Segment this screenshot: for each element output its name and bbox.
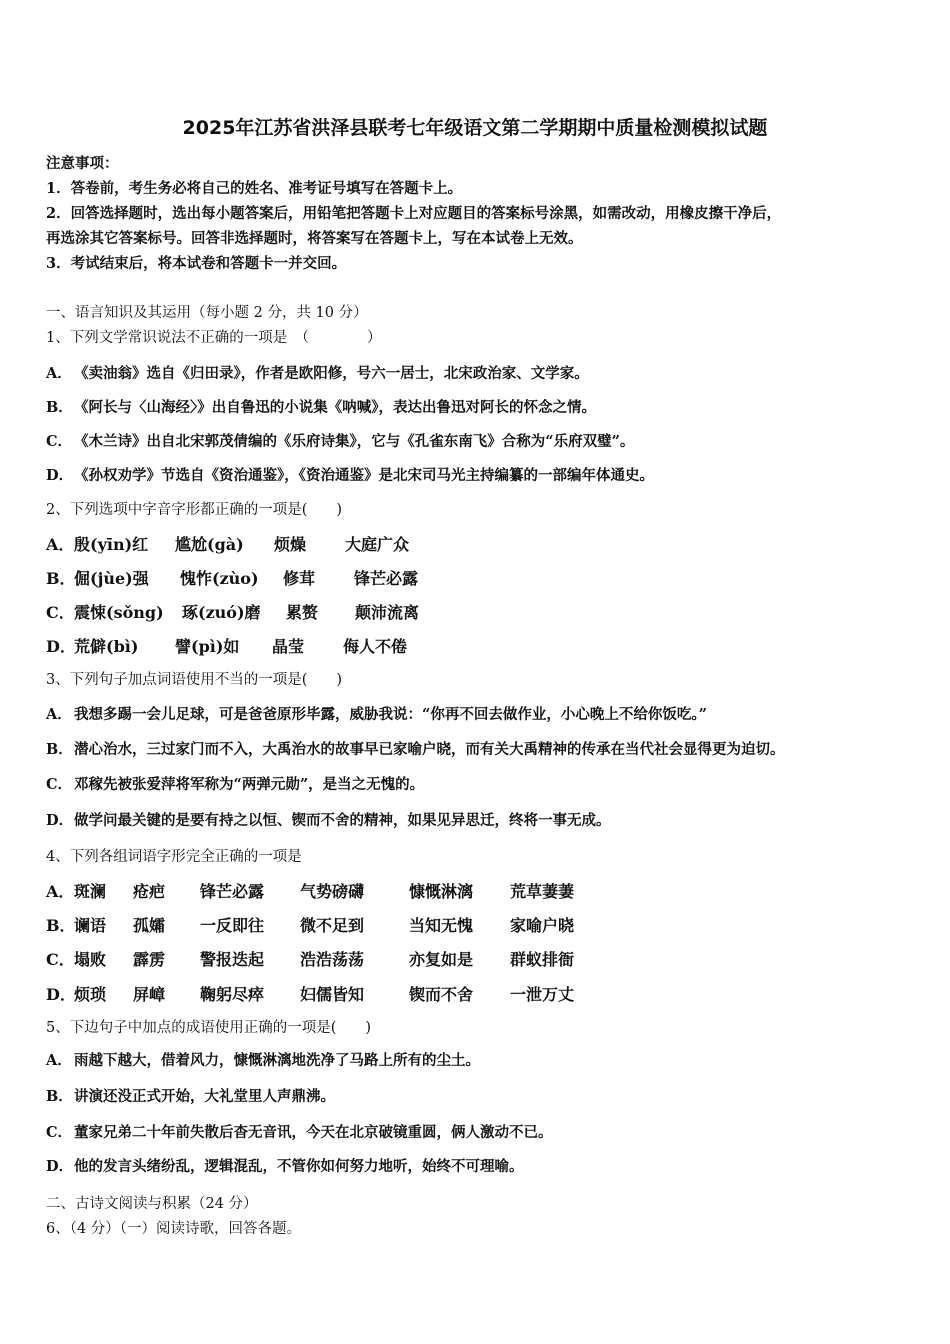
option-word: 譬(pì)如 <box>175 637 240 656</box>
option-word: 屏嶂 <box>133 985 166 1004</box>
option-text: 《阿长与〈山海经〉》出自鲁迅的小说集《呐喊》，表达出鲁迅对阿长的怀念之情。 <box>74 399 596 416</box>
option-line <box>46 1049 480 1070</box>
page-title: 2025年江苏省洪泽县联考七年级语文第二学期期中质量检测模拟试题 <box>182 117 768 139</box>
option-word: 琢(zuó)磨 <box>182 603 261 622</box>
option-word: 晶莹 <box>272 637 305 656</box>
option-word: 群蚁排衙 <box>510 950 575 969</box>
option-word: 愧怍(zùo) <box>180 569 259 588</box>
option-word: 谰语 <box>74 916 107 935</box>
note-item: 3．考试结束后，将本试卷和答题卡一并交回。 <box>46 255 347 272</box>
option-letter: D． <box>46 1158 74 1175</box>
option-text: 讲演还没正式开始，大礼堂里人声鼎沸。 <box>74 1088 335 1105</box>
option-word: 微不足到 <box>300 916 365 935</box>
option-text: 他的发言头绪纷乱，逻辑混乱，不管你如何努力地听，始终不可理喻。 <box>74 1158 524 1175</box>
question-stem: 2、下列选项中字音字形都正确的一项是( ) <box>46 502 343 518</box>
option-letter: A． <box>46 706 72 723</box>
notes-header: 注意事项： <box>46 155 119 172</box>
option-word: 倔(jùe)强 <box>74 569 149 588</box>
option-word: 警报迭起 <box>200 950 265 969</box>
option-line <box>46 362 589 383</box>
option-line <box>46 464 654 485</box>
note-item: 2．回答选择题时，选出每小题答案后，用铅笔把答题卡上对应题目的答案标号涂黑，如需改动，用橡皮擦干净后， <box>46 205 782 222</box>
option-line <box>46 703 707 724</box>
option-letter: C． <box>46 950 75 969</box>
option-word: 侮人不倦 <box>343 637 408 656</box>
option-word: 当知无愧 <box>409 916 474 935</box>
option-letter: B． <box>46 399 73 416</box>
option-word: 修茸 <box>283 569 316 588</box>
option-letter: B． <box>46 569 76 588</box>
option-line <box>46 1155 524 1176</box>
option-letter: D． <box>46 637 76 656</box>
option-letter: C． <box>46 776 73 793</box>
option-letter: C． <box>46 433 73 450</box>
option-text: 做学问最关键的是要有持之以恒、锲而不舍的精神，如果见异思迁，终将一事无成。 <box>74 812 611 829</box>
option-letter: A． <box>46 1052 72 1069</box>
option-word: 浩浩荡荡 <box>300 950 365 969</box>
option-text: 潜心治水，三过家门而不入，大禹治水的故事早已家喻户晓，而有关大禹精神的传承在当代社会显得更为迫切。 <box>74 741 785 758</box>
option-letter: B． <box>46 1088 73 1105</box>
option-word: 烦燥 <box>274 535 307 554</box>
note-item: 再选涂其它答案标号。回答非选择题时，将答案写在答题卡上，写在本试卷上无效。 <box>46 230 583 247</box>
question-stem: 6、（4 分）（一）阅读诗歌，回答各题。 <box>46 1221 302 1237</box>
option-word: 尴尬(gà) <box>175 535 244 554</box>
option-word: 斑澜 <box>74 882 107 901</box>
option-letter: B． <box>46 741 73 758</box>
option-word: 锋芒必露 <box>354 569 419 588</box>
option-word: 颠沛流离 <box>355 603 420 622</box>
option-letter: A． <box>46 882 75 901</box>
option-letter: A． <box>46 535 75 554</box>
option-line <box>46 738 785 759</box>
option-line <box>46 773 424 794</box>
option-line <box>46 396 596 417</box>
option-text: 雨越下越大，借着风力，慷慨淋漓地洗净了马路上所有的尘土。 <box>74 1052 480 1069</box>
option-word: 震悚(sǒng) <box>74 603 164 622</box>
option-word: 锋芒必露 <box>200 882 265 901</box>
option-text: 我想多踢一会儿足球，可是爸爸原形毕露，威胁我说：“你再不回去做作业，小心晚上不给你饭吃。” <box>74 706 707 723</box>
option-word: 荒草萋萋 <box>510 882 575 901</box>
section-heading: 二、古诗文阅读与积累（24 分） <box>46 1196 258 1212</box>
option-letter: B． <box>46 916 76 935</box>
option-word: 累赘 <box>286 603 319 622</box>
option-word: 一泄万丈 <box>510 985 575 1004</box>
option-word: 锲而不舍 <box>409 985 474 1004</box>
option-text: 董家兄弟二十年前失散后杳无音讯，今天在北京破镜重圆，俩人激动不已。 <box>74 1124 553 1141</box>
option-line <box>46 1085 335 1106</box>
option-word: 孤孀 <box>133 916 166 935</box>
option-word: 疮疤 <box>133 882 166 901</box>
option-word: 鞠躬尽瘁 <box>200 985 265 1004</box>
question-stem: 4、下列各组词语字形完全正确的一项是 <box>46 849 302 865</box>
option-line <box>46 1121 553 1142</box>
option-word: 妇儒皆知 <box>300 985 365 1004</box>
option-word: 荒僻(bì) <box>74 637 139 656</box>
option-word: 殷(yīn)红 <box>74 535 149 554</box>
question-stem: 3、下列句子加点词语使用不当的一项是( ) <box>46 672 343 688</box>
option-letter: A． <box>46 365 72 382</box>
option-text: 《木兰诗》出自北宋郭茂倩编的《乐府诗集》，它与《孔雀东南飞》合称为“乐府双璧”。 <box>74 433 635 450</box>
option-letter: D． <box>46 467 74 484</box>
option-word: 塌败 <box>74 950 107 969</box>
option-text: 《卖油翁》选自《归田录》，作者是欧阳修，号六一居士，北宋政治家、文学家。 <box>74 365 589 382</box>
section-heading: 一、语言知识及其运用（每小题 2 分，共 10 分） <box>46 305 368 321</box>
option-word: 烦琐 <box>74 985 107 1004</box>
option-word: 亦复如是 <box>409 950 474 969</box>
question-stem: 5、下边句子中加点的成语使用正确的一项是( ) <box>46 1020 372 1036</box>
option-line <box>46 809 611 830</box>
option-text: 邓稼先被张爱萍将军称为“两弹元勋”，是当之无愧的。 <box>74 776 425 793</box>
option-text: 《孙权劝学》节选自《资治通鉴》，《资治通鉴》是北宋司马光主持编纂的一部编年体通史。 <box>74 467 654 484</box>
option-letter: D． <box>46 985 76 1004</box>
option-word: 霹雳 <box>133 950 166 969</box>
note-item: 1．答卷前，考生务必将自己的姓名、准考证号填写在答题卡上。 <box>46 180 463 197</box>
option-letter: C． <box>46 603 75 622</box>
option-letter: C． <box>46 1124 73 1141</box>
option-line <box>46 430 634 451</box>
option-word: 气势磅礴 <box>300 882 365 901</box>
option-word: 一反即往 <box>200 916 265 935</box>
option-word: 慷慨淋漓 <box>409 882 474 901</box>
option-letter: D． <box>46 812 74 829</box>
option-word: 家喻户晓 <box>510 916 575 935</box>
question-stem: 1、下列文学常识说法不正确的一项是 （ ） <box>46 330 382 346</box>
option-word: 大庭广众 <box>345 535 410 554</box>
